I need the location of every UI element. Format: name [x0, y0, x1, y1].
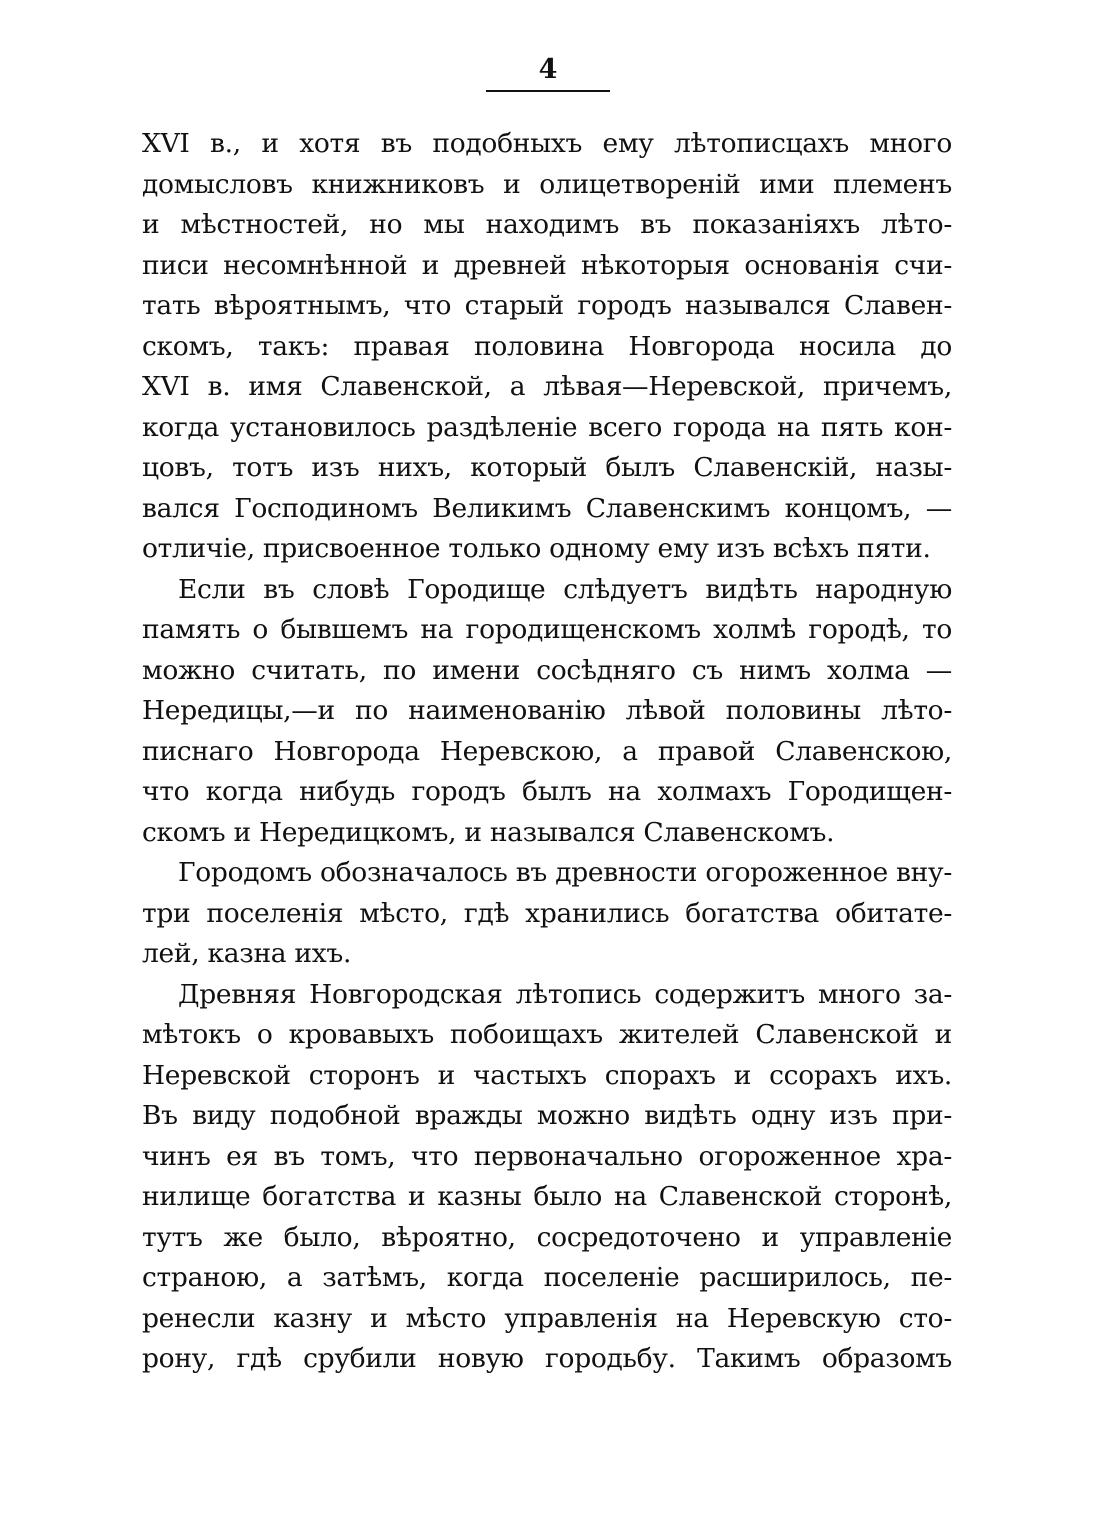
text-line: XVI в. имя Славенской, а лѣвая—Неревской, причемъ,	[142, 371, 952, 402]
text-line: память о бывшемъ на городищенскомъ холмѣ городѣ, то	[142, 614, 952, 645]
text-line: домысловъ книжниковъ и олицетвореній ими племенъ	[142, 168, 952, 200]
text-line: Древняя Новгородская лѣтопись содержитъ много за-	[178, 978, 952, 1010]
text-line: ренесли казну и мѣсто управленія на Неревскую сто-	[142, 1302, 952, 1334]
text-line: Въ виду подобной вражды можно видѣть одну изъ при-	[142, 1100, 952, 1131]
text-line: Городомъ обозначалось въ древности огороженное вну-	[178, 857, 952, 888]
header-rule	[486, 90, 610, 92]
page-header	[486, 54, 610, 92]
text-line: можно считать, по имени сосѣдняго съ нимъ холма —	[142, 654, 952, 686]
body-text	[142, 124, 952, 1380]
page-number: 4	[538, 54, 558, 85]
text-line: мѣтокъ о кровавыхъ побоищахъ жителей Славенской и	[142, 1019, 952, 1050]
text-line: Если въ словѣ Городище слѣдуетъ видѣть народную	[178, 573, 952, 605]
text-line: когда установилось раздѣленіе всего города на пять кон-	[142, 411, 952, 443]
text-line: что когда нибудь городъ былъ на холмахъ Городищен-	[142, 776, 952, 807]
text-line: скомъ, такъ: правая половина Новгорода носила до	[142, 330, 952, 362]
text-line: рону, гдѣ срубили новую городьбу. Такимъ образомъ	[142, 1343, 952, 1374]
text-line: вался Господиномъ Великимъ Славенскимъ концомъ, —	[142, 492, 952, 524]
text-line: скомъ и Нередицкомъ, и назывался Славенскомъ.	[142, 816, 835, 848]
text-line: писнаго Новгорода Неревскою, а правой Славенскою,	[142, 735, 952, 767]
text-line: тать вѣроятнымъ, что старый городъ назывался Славен-	[142, 290, 952, 321]
text-line: писи несомнѣнной и древней нѣкоторыя основанія счи-	[142, 249, 952, 281]
text-line: и мѣстностей, но мы находимъ въ показаніяхъ лѣто-	[142, 209, 952, 240]
text-line: тутъ же было, вѣроятно, сосредоточено и управленіе	[142, 1221, 952, 1253]
text-line: отличіе, присвоенное только одному ему изъ всѣхъ пяти.	[142, 533, 931, 564]
text-line: три поселенія мѣсто, гдѣ хранились богатства обитате-	[142, 897, 952, 929]
text-line: страною, а затѣмъ, когда поселеніе расширилось, пе-	[142, 1262, 952, 1293]
text-line: Нередицы,—и по наименованію лѣвой половины лѣто-	[142, 695, 952, 726]
text-line: XVI в., и хотя въ подобныхъ ему лѣтописцахъ много	[142, 128, 952, 159]
text-line: нилище богатства и казны было на Славенской сторонѣ,	[142, 1181, 952, 1212]
text-line: цовъ, тотъ изъ нихъ, который былъ Славенскій, назы-	[142, 452, 952, 483]
text-line: Неревской сторонъ и частыхъ спорахъ и ссорахъ ихъ.	[142, 1059, 952, 1091]
text-line: чинъ ея въ томъ, что первоначально огороженное хра-	[142, 1140, 952, 1172]
text-line: лей, казна ихъ.	[142, 938, 352, 969]
